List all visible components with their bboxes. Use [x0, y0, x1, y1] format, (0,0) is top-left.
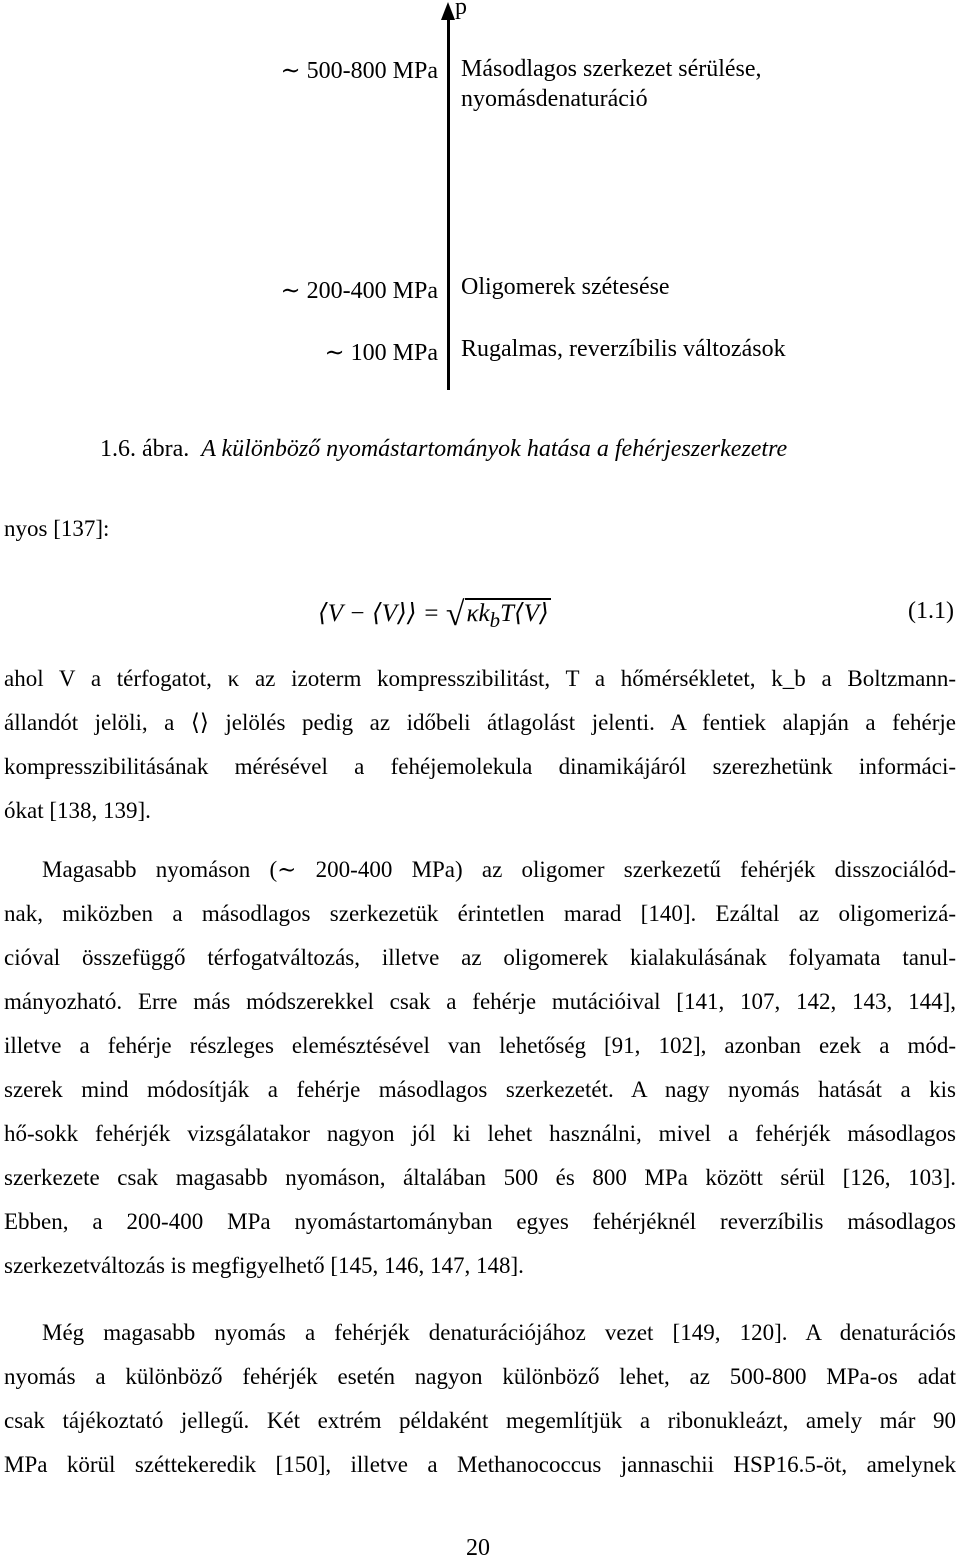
pressure-level-1: ∼ 500-800 MPa — [280, 58, 438, 84]
caption-text: A különböző nyomástartományok hatása a fehérjeszerkezetre — [201, 436, 788, 462]
text-line: nyomás a különböző fehérjék esetén nagyon különböző lehet, az 500-800 MPa-os adat — [4, 1364, 956, 1389]
text-line: cióval összefüggő térfogatváltozás, illetve az oligomerek kialakulásának folyamata tanul- — [4, 945, 956, 970]
effect-level-1-line1: Másodlagos szerkezet sérülése, — [461, 56, 762, 82]
equation-number: (1.1) — [908, 598, 954, 624]
text-line: állandót jelöli, a ⟨⟩ jelölés pedig az időbeli átlagolást jelenti. A fentiek alapján a fehérje — [4, 710, 956, 735]
effect-level-3: Rugalmas, reverzíbilis változások — [461, 336, 786, 362]
pressure-level-2: ∼ 200-400 MPa — [280, 278, 438, 304]
sqrt-symbol: √ — [445, 596, 465, 633]
text-line: kompresszibilitásának mérésével a fehéjemolekula dinamikájáról szerezhetünk informáci- — [4, 754, 956, 779]
text-line: MPa körül széttekeredik [150], illetve a Methanococcus jannaschii HSP16.5-öt, amelynek — [4, 1452, 956, 1477]
text-line: Még magasabb nyomás a fehérjék denaturációjához vezet [149, 120]. A denaturációs — [42, 1320, 956, 1345]
text-line: szerkezetváltozás is megfigyelhető [145, 146, 147, 148]. — [4, 1253, 524, 1278]
intro-fragment: nyos [137]: — [4, 516, 110, 541]
text-line: szerek mind módosítják a fehérje másodlagos szerkezetét. A nagy nyomás hatását a kis — [4, 1077, 956, 1102]
pressure-level-3: ∼ 100 MPa — [324, 340, 438, 366]
effect-level-2: Oligomerek szétesése — [461, 274, 670, 300]
axis-label: p — [455, 0, 467, 20]
effect-level-1-line2: nyomásdenaturáció — [461, 86, 648, 112]
page-number: 20 — [466, 1535, 490, 1561]
text-line: ahol V a térfogatot, κ az izoterm kompresszibilitást, T a hőmérsékletet, k_b a Boltzmann- — [4, 666, 956, 691]
text-line: Ebben, a 200-400 MPa nyomástartományban egyes fehérjéknél reverzíbilis másodlagos — [4, 1209, 956, 1234]
text-line: ókat [138, 139]. — [4, 798, 151, 823]
pressure-axis — [447, 14, 450, 390]
caption-number: 1.6. ábra. — [100, 436, 190, 462]
figure-caption — [100, 436, 787, 463]
text-line: szerkezete csak magasabb nyomáson, általában 500 és 800 MPa között sérül [126, 103]. — [4, 1165, 956, 1190]
text-line: hő-sokk fehérjék vizsgálatakor nagyon jól ki lehet használni, mivel a fehérjék másodlagos — [4, 1121, 956, 1146]
text-line: csak tájékoztató jellegű. Két extrém példaként megemlítjük a ribonukleázt, amely már 90 — [4, 1408, 956, 1433]
text-line: nak, miközben a másodlagos szerkezetük érintetlen marad [140]. Ezáltal az oligomerizá- — [4, 901, 956, 926]
equation-lhs: ⟨V − ⟨V⟩⟩ = — [318, 600, 440, 627]
equation-radicand: $\kappa k_bT⟨V⟩$ — [466, 600, 549, 632]
text-line: Magasabb nyomáson (∼ 200-400 MPa) az oligomer szerkezetű fehérjék disszociálód- — [42, 857, 956, 882]
text-line: illetve a fehérje részleges elemésztésével van lehetőség [91, 102], azonban ezek a mód- — [4, 1033, 956, 1058]
text-line: mányozható. Erre más módszerekkel csak a fehérje mutációival [141, 107, 142, 143, 144], — [4, 989, 956, 1014]
equation — [318, 596, 551, 634]
